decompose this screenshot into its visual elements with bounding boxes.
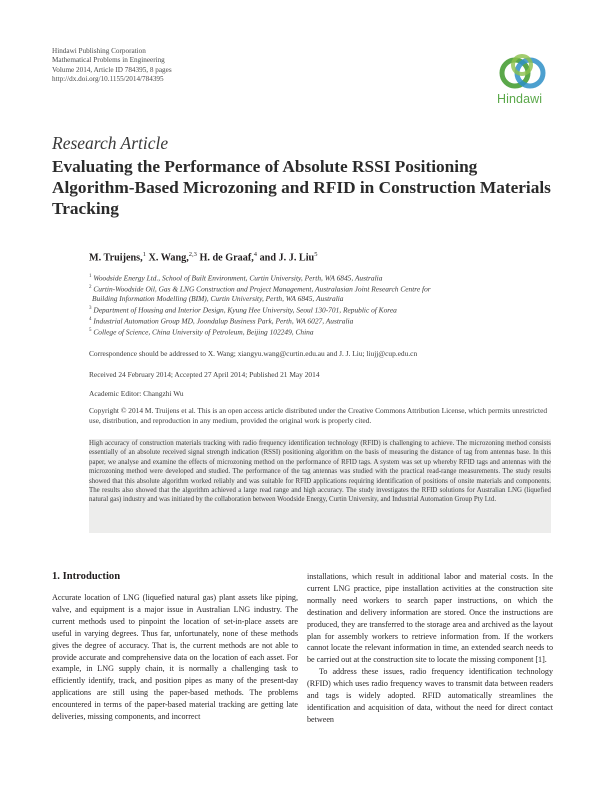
article-title: Evaluating the Performance of Absolute RSSI Positioning Algorithm-Based Microzoning and RFID in Construction Materials Tracking bbox=[52, 157, 551, 218]
author: M. Truijens, bbox=[89, 252, 143, 264]
academic-editor: Academic Editor: Changzhi Wu bbox=[89, 389, 184, 398]
author: H. de Graaf, bbox=[199, 252, 254, 264]
publication-dates: Received 24 February 2014; Accepted 27 April 2014; Published 21 May 2014 bbox=[89, 370, 320, 379]
left-column bbox=[52, 592, 298, 723]
author-list: M. Truijens,$^1$ X. Wang,$^{2,3}$ H. de Graaf,$^4$ and J. J. Liu$^5$ bbox=[89, 251, 318, 264]
affiliation: $^4$ Industrial Automation Group MD, Joondalup Business Park, Perth, WA 6027, Australia bbox=[89, 316, 354, 326]
author: X. Wang, bbox=[148, 252, 189, 264]
volume-info: Volume 2014, Article ID 784395, 8 pages bbox=[52, 65, 172, 74]
paragraph: installations, which result in additional labor and material costs. In the current LNG practice, pipe installation activities at the construction site normally need workers to search paper instructions, on which the destination and delivery information are stored. Once the instructions are produced, they are transferred to the storage area and archived as the layout plan for assembly workers to retrieve information from. If the workers cannot locate the relevant information in time, an extended search needs to be carried out at the construction site to locate the missing component [1]. bbox=[307, 572, 553, 665]
correspondence: Correspondence should be addressed to X. Wang; xiangyu.wang@curtin.edu.au and J. J. Liu; liujj@cup.edu.cn bbox=[89, 349, 418, 358]
publisher-name: Hindawi Publishing Corporation bbox=[52, 47, 146, 55]
section-heading: 1. Introduction bbox=[52, 571, 121, 582]
doi-link[interactable]: http://dx.doi.org/10.1155/2014/784395 bbox=[52, 74, 164, 83]
publication-info bbox=[52, 47, 172, 84]
copyright-notice: Copyright © 2014 M. Truijens et al. This is an open access article distributed under the Creative Commons Attribution License, which permits unrestricted use, distribution, and reproduction in any medium, provided the original work is properly cited. bbox=[89, 406, 548, 425]
paragraph: Accurate location of LNG (liquefied natural gas) plant assets like piping, valve, and equipment is a major issue in Australian LNG industry. The current methods used to pinpoint the location of set-in-place assets are useful in varying degrees. Thus far, unfortunately, none of these methods gives the degree of accuracy. That is, the current methods are not able to provide accurate and comprehensive data on the location of each asset. For example, in LNG supply chain, it is normally a challenging task to efficiently identify, track, and position pipes as many of the present-day applications are still using the paper-based methods. The problems encountered in terms of the paper-based material tracking are getting late deliveries, missing components, and incorrect bbox=[52, 593, 298, 722]
hindawi-logo-text: Hindawi bbox=[497, 92, 543, 106]
affiliation: $^3$ Department of Housing and Interior Design, Kyung Hee University, Seoul 130-701, Republic of Korea bbox=[89, 305, 397, 315]
journal-name: Mathematical Problems in Engineering bbox=[52, 56, 165, 65]
affiliations bbox=[89, 272, 549, 337]
right-column bbox=[307, 571, 553, 726]
affiliation: $^5$ College of Science, China University of Petroleum, Beijing 102249, China bbox=[89, 327, 314, 337]
author: and J. J. Liu bbox=[259, 252, 315, 264]
affiliation: $^1$ Woodside Energy Ltd., School of Built Environment, Curtin University, Perth, WA 6845, Australia bbox=[89, 273, 383, 283]
article-type: Research Article bbox=[52, 133, 169, 153]
affiliation-continued: Building Information Modelling (BIM), Curtin University, Perth, WA 6845, Australia bbox=[92, 294, 344, 304]
abstract-text: High accuracy of construction materials tracking with radio frequency identification technology (RFID) is challenging to achieve. The microzoning method consists essentially of an absolute received signal strength indication (RSSI) positioning algorithm on the basis of measuring the distance of tag from antennas base. In this paper, we analyse and examine the effects of microzoning method on the performance of RFID tags. A system was set up whereby RFID tags and antennas with the microzoning method were developed and studied. The performance of the tag antennas was studied with the practical read-range measurements. The study results showed that this absolute algorithm worked reliably and was suitable for RFID applications requiring identification of positions of onsite materials and components. The results also showed that the algorithm achieved a large read range and high accuracy. The study investigates the RFID solutions for Australian LNG (liquefied natural gas) industry and was initiated by the collaboration between Woodside Energy, Curtin University, and Industrial Automation Group Pty Ltd. bbox=[89, 440, 551, 504]
affiliation: $^2$ Curtin-Woodside Oil, Gas & LNG Construction and Project Management, Australasian Joint Research Centre for bbox=[89, 284, 431, 294]
paragraph: To address these issues, radio frequency identification technology (RFID) which uses radio frequency waves to transmit data between readers and tags is widely adopted. RFID automatically streamlines the identification and acquisition of data, without the need for direct contact between bbox=[307, 667, 553, 724]
abstract-box bbox=[89, 439, 551, 533]
